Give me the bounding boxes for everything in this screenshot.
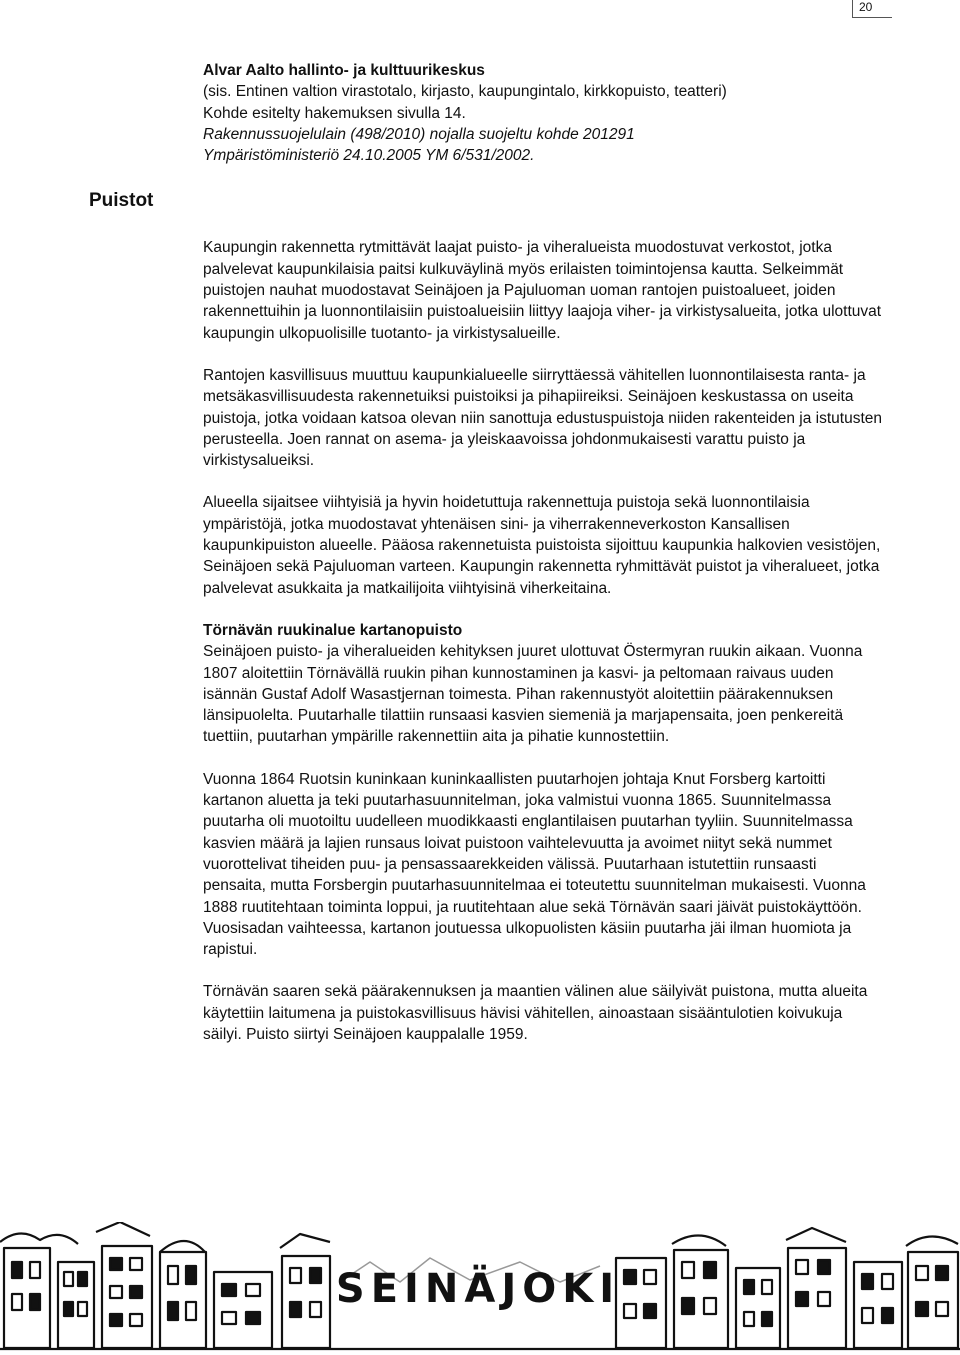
intro-line-3: Rakennussuojelulain (498/2010) nojalla suojeltu kohde 201291 — [203, 125, 635, 143]
section-heading-puistot: Puistot — [89, 190, 154, 211]
paragraph-3: Alueella sijaitsee viihtyisiä ja hyvin hoidetuttuja rakennettuja puistoja sekä luonnontilaisia ympäristöjä, jotka muodostavat yhtenäisen sini- ja viherrakenneverkoston Kansallisen kaupunkipuiston alueelle. Pääosa rakennetuista puistoista sijoittuu kaupunkia halkovien vesistöjen, Seinäjoen sekä Pajuluoman varteen. Kaupungin rakennetta ryhmittävät puistot ja viheralueet, jotka palvelevat asukkaita ja matkailijoita viihtyisinä viherkeitaina. — [203, 494, 881, 597]
footer-townscape-banner — [0, 1222, 960, 1355]
seinajoki-logo-text: SEINÄJOKI — [335, 1266, 621, 1312]
intro-line-1: (sis. Entinen valtion virastotalo, kirjasto, kaupungintalo, kirkkopuisto, teatteri) — [203, 83, 727, 101]
paragraph-6: Törnävän saaren sekä päärakennuksen ja maantien välinen alue säilyivät puistona, mutta alueita käytettiin laitumena ja puistokasvillisuus hävisi vähitellen, ainoastaan sisääntulotien koivukuja säilyi. Puisto siirtyi Seinäjoen kauppalalle 1959. — [203, 983, 868, 1043]
paragraph-5: Vuonna 1864 Ruotsin kuninkaan kuninkaallisten puutarhojen johtaja Knut Forsberg kartoitti kartanon aluetta ja teki puutarhasuunnitelman, joka valmistui vuonna 1865. Suunnitelmassa puutarha oli muotoiltu uudelleen muodikkaasti englantilaisen puutarhan tyyliin. Suunnitelmassa kasvien määrä ja lajien runsaus loivat puistoon vaihtelevuutta ja avoimet niityt sekä nummet vuorottelivat tiheiden puu- ja pensassaarekkeiden välissä. Puutarhaan istutettiin runsaasti pensaita, mutta Forsbergin puutarhasuunnitelmaa ei toteutettu suunnitelman mukaisesti. Vuonna 1888 ruutitehtaan toiminta loppui, ja ruutitehtaan alue sekä Törnävän saari jäivät puistokäyttöön. Vuosisadan vaihteessa, kartanon joutuessa ulkopuolisten käsiin puutarha jäi ilman huomiota ja rapistui. — [203, 770, 866, 959]
paragraph-2: Rantojen kasvillisuus muuttuu kaupunkialueelle siirryttäessä vähitellen luonnontilaisesta ranta- ja metsäkasvillisuudesta rakennetuiksi puistoiksi ja pihapiireiksi. Seinäjoen keskustassa on useita puistoja, jotka voidaan katsoa olevan niin sanottuja edustuspuistoja niiden rakenteiden ja istutusten perusteella. Joen rannat on asema- ja yleiskaavoissa johdonmukaisesti varattu puisto ja virkistysalueiksi. — [203, 366, 883, 470]
townscape-illustration — [0, 1222, 960, 1355]
page-number: 20 — [852, 0, 892, 18]
subheading-tornava: Törnävän ruukinalue kartanopuisto — [203, 621, 463, 639]
intro-title: Alvar Aalto hallinto- ja kulttuurikeskus — [203, 62, 485, 79]
intro-line-4: Ympäristöministeriö 24.10.2005 YM 6/531/2002. — [203, 147, 535, 165]
intro-line-2: Kohde esitelty hakemuksen sivulla 14. — [203, 104, 466, 122]
paragraph-1: Kaupungin rakennetta rytmittävät laajat puisto- ja viheralueista muodostuvat verkostot, jotka palvelevat kaupunkilaisia paitsi kulkuväylinä myös erilaisten toimintojensa kautta. Selkeimmät puistojen nauhat muodostavat Seinäjoen ja Pajuluoman uoman rantojen puistoalueet, joiden rakennettuihin ja luonnontilaisiin puistoalueisiin liittyy laajoja viher- ja virkistysalueita, jotka ulottuvat kaupungin ulkopuolisille tuotanto- ja virkistysalueille. — [203, 239, 882, 342]
document-body — [203, 60, 883, 1045]
paragraph-4: Seinäjoen puisto- ja viheralueiden kehityksen juuret ulottuvat Östermyran ruukin aikaan. Vuonna 1807 aloitettiin Törnävällä ruukin pihan kunnostaminen ja kasvi- ja peltomaan raivaus uuden isännän Gustaf Adolf Wasastjernan toimesta. Pihan rakennustyöt aloitettiin päärakennuksen länsipuolelta. Puutarhalle tilattiin runsaasi kasvien siemeniä ja marjapensaita, joen penkereitä tuettiin, puutarhan ympärille rakennettiin aita ja pihatie kunnostettiin. — [203, 643, 863, 746]
